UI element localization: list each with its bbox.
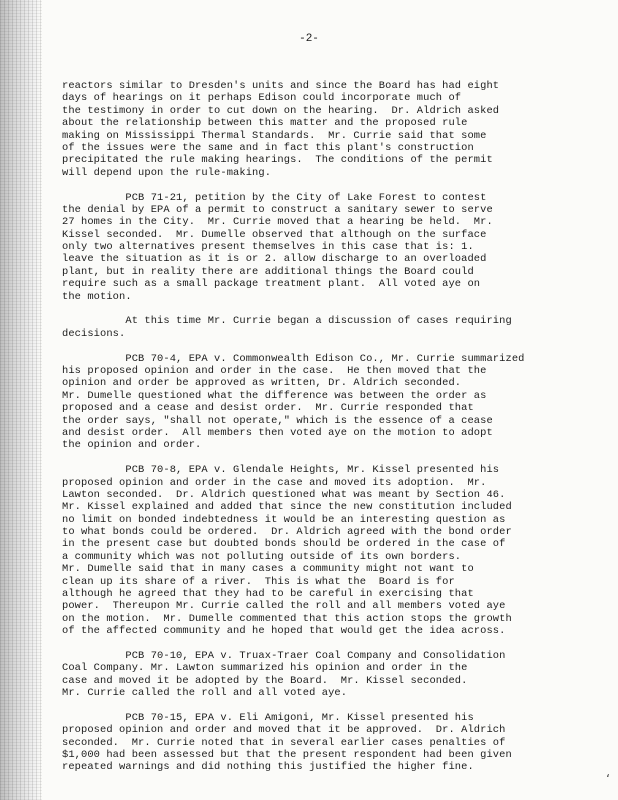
paragraph-p1 xyxy=(62,80,582,179)
paragraph-p2 xyxy=(62,192,582,304)
text-line: PCB 70-15, EPA v. Eli Amigoni, Mr. Kissel presented his xyxy=(62,711,474,724)
minutes-body xyxy=(62,80,582,786)
text-line: the motion. xyxy=(62,290,132,303)
text-line: and desist order. All members then voted aye on the motion to adopt xyxy=(62,426,493,439)
paragraph-p6 xyxy=(62,650,582,700)
text-line: of the affected community and he hoped that would get the idea across. xyxy=(62,625,506,638)
text-line: a community which was not polluting outside of its own borders. xyxy=(62,550,462,563)
text-line: proposed opinion and order in the case and moved its adoption. Mr. xyxy=(62,476,487,489)
text-line: seconded. Mr. Currie noted that in several earlier cases penalties of xyxy=(62,736,506,749)
text-line: case and moved it be adopted by the Board. Mr. Kissel seconded. xyxy=(62,674,468,687)
text-line: the denial by EPA of a permit to construct a sanitary sewer to serve xyxy=(62,203,493,216)
scan-edge-shadow xyxy=(0,0,42,800)
text-line: decisions. xyxy=(62,327,126,340)
text-line: about the relationship between this matter and the proposed rule xyxy=(62,117,468,130)
text-line: proposed and a cease and desist order. Mr. Currie responded that xyxy=(62,402,474,415)
text-line: Coal Company. Mr. Lawton summarized his opinion and order in the xyxy=(62,662,468,675)
text-line: plant, but in reality there are additional things the Board could xyxy=(62,265,474,278)
text-line: reactors similar to Dresden's units and since the Board has had eight xyxy=(62,80,500,92)
text-line: of the issues were the same and in fact this plant's construction xyxy=(62,141,474,154)
text-line: Mr. Dumelle said that in many cases a community might not want to xyxy=(62,563,474,576)
paragraph-p5 xyxy=(62,464,582,637)
text-line: At this time Mr. Currie began a discussion of cases requiring xyxy=(62,315,512,328)
text-line: Mr. Dumelle questioned what the difference was between the order as xyxy=(62,389,487,402)
paragraph-p4 xyxy=(62,353,582,452)
text-line: only two alternatives present themselves in this case that is: 1. xyxy=(62,241,474,254)
text-line: 27 homes in the City. Mr. Currie moved that a hearing be held. Mr. xyxy=(62,216,493,229)
text-line: clean up its share of a river. This is what the Board is for xyxy=(62,575,455,588)
text-line: in the present case but doubted bonds should be ordered in the case of xyxy=(62,538,506,551)
text-line: opinion and order be approved as written, Dr. Aldrich seconded. xyxy=(62,377,462,390)
text-line: precipitated the rule making hearings. The conditions of the permit xyxy=(62,154,493,167)
text-line: days of hearings on it perhaps Edison could incorporate much of xyxy=(62,92,462,105)
text-line: $1,000 had been assessed but that the present respondent had been given xyxy=(62,749,512,762)
text-line: power. Thereupon Mr. Currie called the roll and all members voted aye xyxy=(62,600,506,613)
text-line: leave the situation as it is or 2. allow discharge to an overloaded xyxy=(62,253,487,266)
text-line: making on Mississippi Thermal Standards. Mr. Currie said that some xyxy=(62,129,487,142)
text-line: the opinion and order. xyxy=(62,439,202,452)
text-line: proposed opinion and order and moved that it be approved. Dr. Aldrich xyxy=(62,724,506,737)
text-line: PCB 70-10, EPA v. Truax-Traer Coal Company and Consolidation xyxy=(62,649,506,662)
text-line: PCB 71-21, petition by the City of Lake Forest to contest xyxy=(62,191,487,204)
text-line: PCB 70-8, EPA v. Glendale Heights, Mr. Kissel presented his xyxy=(62,464,500,477)
text-line: require such as a small package treatment plant. All voted aye on xyxy=(62,278,481,291)
text-line: the testimony in order to cut down on the hearing. Dr. Aldrich asked xyxy=(62,104,500,117)
paragraph-p3 xyxy=(62,315,582,340)
text-line: repeated warnings and did nothing this justified the higher fine. xyxy=(62,761,474,774)
text-line: his proposed opinion and order in the case. He then moved that the xyxy=(62,364,487,377)
text-line: Kissel seconded. Mr. Dumelle observed that although on the surface xyxy=(62,228,487,241)
margin-mark: ʻ xyxy=(606,772,610,786)
text-line: no limit on bonded indebtedness it would be an interesting question as xyxy=(62,513,506,526)
text-line: to what bonds could be ordered. Dr. Aldrich agreed with the bond order xyxy=(62,526,512,539)
text-line: PCB 70-4, EPA v. Commonwealth Edison Co., Mr. Currie summarized xyxy=(62,352,525,365)
text-line: on the motion. Mr. Dumelle commented that this action stops the growth xyxy=(62,612,512,625)
text-line: Lawton seconded. Dr. Aldrich questioned what was meant by Section 46. xyxy=(62,488,506,501)
text-line: the order says, "shall not operate," which is the essence of a cease xyxy=(62,414,493,427)
paragraph-p7 xyxy=(62,712,582,774)
page-number: -2- xyxy=(299,33,319,45)
text-line: Mr. Currie called the roll and all voted aye. xyxy=(62,687,348,700)
text-line: will depend upon the rule-making. xyxy=(62,166,272,179)
text-line: although he agreed that they had to be careful in exercising that xyxy=(62,588,474,601)
text-line: Mr. Kissel explained and added that since the new constitution included xyxy=(62,501,512,514)
